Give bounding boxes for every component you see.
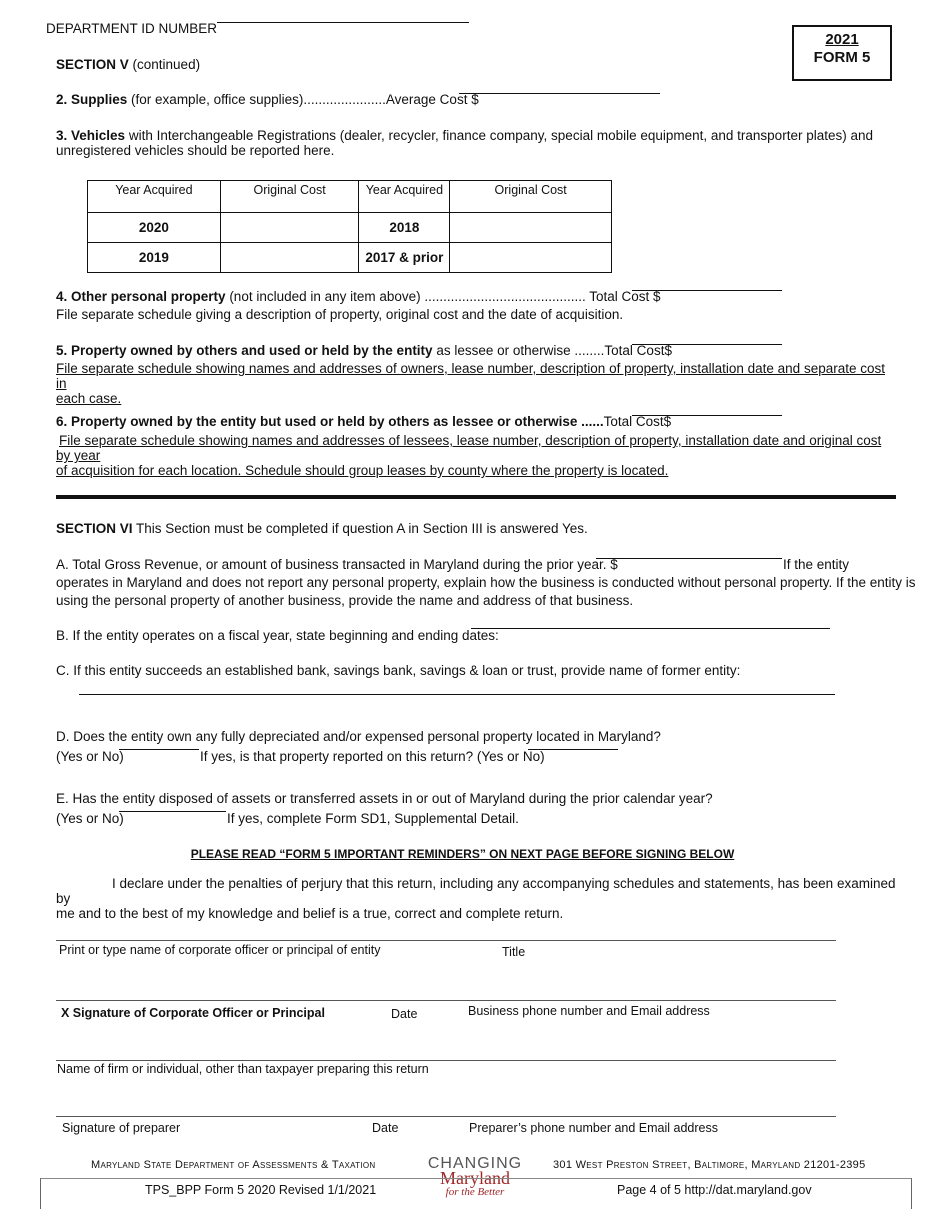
declaration xyxy=(56,876,896,921)
question-a-line2: operates in Maryland and does not report any personal property, explain how the business is conducted without personal property. If the entity is xyxy=(56,575,916,590)
vehicles-label: 3. Vehicles xyxy=(56,128,126,143)
declaration-line1: I declare under the penalties of perjury that this return, including any accompanying schedules and statements, has been examined by xyxy=(56,876,896,906)
preparer-date-label: Date xyxy=(372,1121,399,1135)
reminder-notice: PLEASE READ “FORM 5 IMPORTANT REMINDERS” ON NEXT PAGE BEFORE SIGNING BELOW xyxy=(190,847,735,861)
owned-by-entity-text: Total Cost$ xyxy=(603,414,672,429)
other-property-cost-field[interactable] xyxy=(632,290,782,291)
footer-page-info: Page 4 of 5 http://dat.maryland.gov xyxy=(617,1183,812,1197)
year-cell: 2018 xyxy=(359,213,450,243)
owned-by-entity-note-2: of acquisition for each location. Schedule should group leases by county where the property is located. xyxy=(56,463,669,478)
cost-cell[interactable] xyxy=(220,243,359,273)
vehicles-text xyxy=(56,128,876,158)
cost-cell[interactable] xyxy=(450,243,612,273)
reported-yesno-field[interactable] xyxy=(528,749,618,750)
owned-by-others-note-2: each case. xyxy=(56,391,122,406)
department-id-label: DEPARTMENT ID NUMBER xyxy=(46,21,218,36)
section-vi-title: SECTION VI xyxy=(56,521,133,536)
question-d-line2: If yes, is that property reported on this return? (Yes or No) xyxy=(200,749,545,764)
business-phone-label: Business phone number and Email address xyxy=(468,1004,710,1018)
year-cell: 2020 xyxy=(88,213,221,243)
logo-maryland: Maryland xyxy=(440,1168,510,1188)
owned-by-others-cost-field[interactable] xyxy=(632,344,782,345)
gross-revenue-field[interactable] xyxy=(596,558,782,559)
title-label: Title xyxy=(502,945,526,959)
officer-sig-rule[interactable] xyxy=(56,1000,836,1001)
question-b: B. If the entity operates on a fiscal year, state beginning and ending dates: xyxy=(56,628,499,643)
owned-by-others-label: 5. Property owned by others and used or held by the entity xyxy=(56,343,433,358)
table-header: Original Cost xyxy=(220,181,359,213)
supplies-cost-field[interactable] xyxy=(459,93,660,94)
preparer-phone-label: Preparer’s phone number and Email address xyxy=(469,1121,718,1135)
vehicles-text-1: with Interchangeable Registrations (dealer, recycler, finance company, special mobile equipment, and transporter plates) and xyxy=(128,128,873,143)
section-vi-intro: This Section must be completed if question A in Section III is answered Yes. xyxy=(136,521,588,536)
other-property-label: 4. Other personal property xyxy=(56,289,226,304)
year-cell: 2019 xyxy=(88,243,221,273)
footer-form-revision: TPS_BPP Form 5 2020 Revised 1/1/2021 xyxy=(145,1183,377,1197)
question-d-line1: D. Does the entity own any fully depreciated and/or expensed personal property located in Maryland? xyxy=(56,729,661,744)
year-cell: 2017 & prior xyxy=(359,243,450,273)
question-e-line1: E. Has the entity disposed of assets or transferred assets in or out of Maryland during the prior calendar year? xyxy=(56,791,713,806)
question-d-yesno: (Yes or No) xyxy=(56,749,124,764)
section-vi-heading xyxy=(56,521,588,536)
owned-by-others-text: as lessee or otherwise ........Total Cost$ xyxy=(436,343,672,358)
table-header: Original Cost xyxy=(450,181,612,213)
question-a-end: If the entity xyxy=(783,557,850,572)
owned-by-others-note xyxy=(56,361,886,406)
depreciated-yesno-field[interactable] xyxy=(119,749,199,750)
owned-by-others-note-1: File separate schedule showing names and addresses of owners, lease number, description of property, installation date and separate cost in xyxy=(56,361,885,391)
question-a-line3: using the personal property of another business, provide the name and address of that business. xyxy=(56,593,634,608)
question-e-yesno: (Yes or No) xyxy=(56,811,124,826)
preparer-name-label: Name of firm or individual, other than taxpayer preparing this return xyxy=(57,1062,429,1076)
logo-changing: CHANGING xyxy=(427,1155,523,1172)
section-v-continued: (continued) xyxy=(132,57,201,72)
other-property-text: (not included in any item above) ........................................... Total Cost $ xyxy=(229,289,661,304)
footer-department: Maryland State Department of Assessments & Taxation xyxy=(91,1159,376,1171)
table-row xyxy=(88,213,612,243)
owned-by-entity-line xyxy=(56,414,671,429)
fiscal-year-field[interactable] xyxy=(471,628,830,629)
vehicles-table xyxy=(87,180,612,273)
other-property-line xyxy=(56,289,661,304)
section-v-title: SECTION V xyxy=(56,57,129,72)
logo-tagline: for the Better xyxy=(445,1186,505,1198)
cost-cell[interactable] xyxy=(220,213,359,243)
supplies-label: 2. Supplies xyxy=(56,92,128,107)
former-entity-field[interactable] xyxy=(79,694,835,695)
form-id-box xyxy=(792,25,892,81)
owned-by-others-line xyxy=(56,343,672,358)
preparer-sig-rule[interactable] xyxy=(56,1116,836,1117)
signature-top-rule xyxy=(56,940,836,941)
owned-by-entity-note-1: File separate schedule showing names and addresses of lessees, lease number, description of property, installation date and original cost by year xyxy=(56,433,882,463)
owned-by-entity-label: 6. Property owned by the entity but used or held by others as lessee or otherwise ...... xyxy=(56,414,604,429)
officer-date-label: Date xyxy=(391,1007,418,1021)
table-header: Year Acquired xyxy=(88,181,221,213)
officer-signature-label: X Signature of Corporate Officer or Principal xyxy=(61,1006,325,1020)
cost-cell[interactable] xyxy=(450,213,612,243)
table-header: Year Acquired xyxy=(359,181,450,213)
section-divider xyxy=(56,495,896,499)
preparer-signature-label: Signature of preparer xyxy=(62,1121,181,1135)
table-row xyxy=(88,243,612,273)
footer-address: 301 West Preston Street, Baltimore, Maryland 21201-2395 xyxy=(553,1159,866,1171)
owned-by-entity-cost-field[interactable] xyxy=(632,415,782,416)
declaration-line2: me and to the best of my knowledge and belief is a true, correct and complete return. xyxy=(56,906,564,921)
department-id-field[interactable] xyxy=(217,22,469,23)
other-property-note: File separate schedule giving a description of property, original cost and the date of acquisition. xyxy=(56,307,624,322)
form-name: FORM 5 xyxy=(813,49,871,66)
owned-by-entity-note xyxy=(56,433,896,478)
preparer-name-rule[interactable] xyxy=(56,1060,836,1061)
officer-name-label: Print or type name of corporate officer or principal of entity xyxy=(59,943,381,957)
question-e-line2: If yes, complete Form SD1, Supplemental Detail. xyxy=(227,811,519,826)
section-v-heading xyxy=(56,57,200,72)
vehicles-text-2: unregistered vehicles should be reported here. xyxy=(56,143,335,158)
supplies-line xyxy=(56,92,479,107)
supplies-text: (for example, office supplies)......................Average Cost $ xyxy=(131,92,479,107)
question-a-line1: A. Total Gross Revenue, or amount of business transacted in Maryland during the prior year. $ xyxy=(56,557,618,572)
form-year: 2021 xyxy=(825,31,859,48)
disposed-yesno-field[interactable] xyxy=(119,811,226,812)
question-c: C. If this entity succeeds an established bank, savings bank, savings & loan or trust, provide name of former entity: xyxy=(56,663,741,678)
